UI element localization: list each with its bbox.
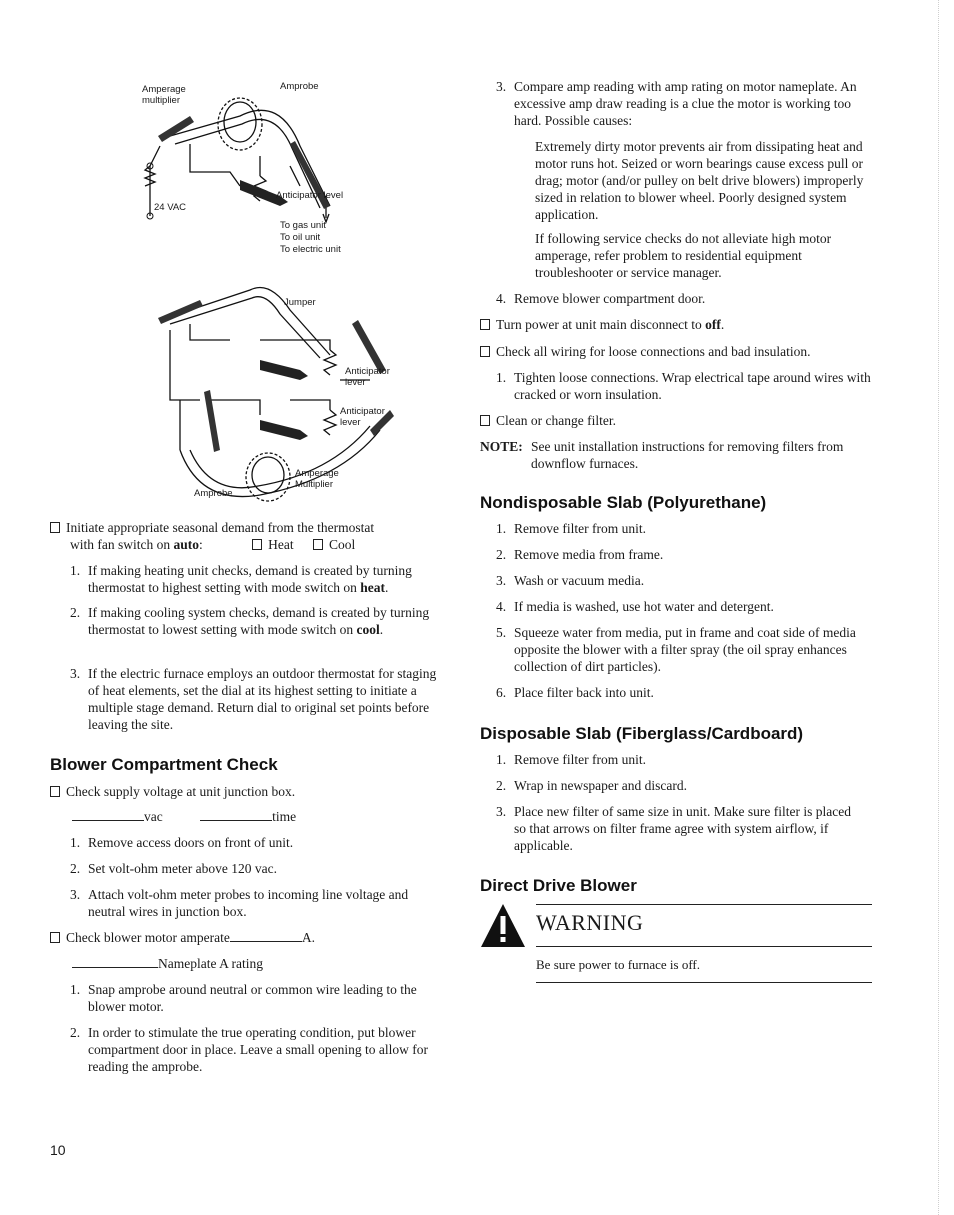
step-number: 3. bbox=[496, 573, 507, 588]
amprobe-label-2: Amprobe bbox=[194, 488, 233, 499]
warning-title: WARNING bbox=[536, 910, 644, 935]
vac-label: 24 VAC bbox=[154, 202, 187, 213]
colon: : bbox=[199, 537, 203, 552]
direct-drive-heading: Direct Drive Blower bbox=[480, 876, 637, 895]
step-number: 2. bbox=[70, 861, 81, 876]
step-text: Tighten loose connections. Wrap electrical tape around wires with cracked or worn insulation. bbox=[514, 370, 871, 402]
cool-label: Cool bbox=[329, 537, 356, 552]
turn-power-item bbox=[480, 316, 724, 333]
step-text-bold: cool bbox=[356, 622, 380, 637]
anticipator-level-label: Anticipator level bbox=[276, 190, 344, 201]
step-text: Compare amp reading with amp rating on motor nameplate. An excessive amp draw reading is a clue the motor is working too hard. Possible causes: bbox=[514, 79, 857, 128]
step-text-end: . bbox=[384, 580, 389, 595]
auto-bold: auto bbox=[173, 537, 200, 552]
step-text: Remove filter from unit. bbox=[514, 521, 646, 536]
jumper-label: Jumper bbox=[284, 297, 316, 308]
step-number: 5. bbox=[496, 625, 507, 640]
amp-unit: A. bbox=[301, 930, 315, 945]
amperage-blank[interactable] bbox=[230, 941, 302, 942]
amprobe-diagram-2 bbox=[140, 270, 400, 510]
step-text: Remove access doors on front of unit. bbox=[88, 835, 294, 850]
step-text: Place new filter of same size in unit. Make sure filter is placed so that arrows on filter frame agree with system airflow, if applicable. bbox=[514, 804, 852, 853]
amprobe-diagram-2-drawing bbox=[140, 270, 400, 510]
step-number: 2. bbox=[70, 1025, 81, 1040]
note-item bbox=[480, 438, 880, 471]
nondisposable-heading: Nondisposable Slab (Polyurethane) bbox=[480, 493, 767, 512]
step-text: Snap amprobe around neutral or common wire leading to the blower motor. bbox=[88, 982, 417, 1014]
step-number: 1. bbox=[70, 982, 81, 997]
note-label: NOTE: bbox=[480, 439, 523, 454]
step-text: Squeeze water from media, put in frame and coat side of media opposite the blower with a filter spray (the oil spray enhances collection of dirt particles). bbox=[514, 625, 856, 674]
step-text: Attach volt-ohm meter probes to incoming line voltage and neutral wires in junction box. bbox=[88, 887, 409, 919]
time-label: time bbox=[272, 809, 297, 824]
nameplate-line bbox=[72, 955, 263, 972]
check-wiring-item bbox=[480, 343, 811, 360]
clean-filter-text: Clean or change filter. bbox=[496, 413, 616, 428]
amperage-multiplier-label: Amperage multiplier bbox=[142, 84, 186, 106]
anticipator-lever-label-1: Anticipator lever bbox=[345, 366, 390, 388]
step-number: 2. bbox=[70, 605, 81, 620]
step-text: Remove filter from unit. bbox=[514, 752, 646, 767]
page-number: 10 bbox=[50, 1142, 66, 1158]
step-text: Wash or vacuum media. bbox=[514, 573, 645, 588]
step-text: If media is washed, use hot water and detergent. bbox=[514, 599, 774, 614]
step-number: 3. bbox=[496, 804, 507, 819]
check-wiring-text: Check all wiring for loose connections and bad insulation. bbox=[496, 344, 811, 359]
step-text-main: If making cooling system checks, demand is created by turning thermostat to lowest setting with mode switch on bbox=[88, 605, 430, 637]
amperage-multiplier-label-2: Amperage Multiplier bbox=[295, 468, 339, 490]
step-text-main: If making heating unit checks, demand is created by turning thermostat to highest setting with mode switch on bbox=[88, 563, 412, 595]
check-motor-item bbox=[50, 929, 315, 946]
step-text: Remove blower compartment door. bbox=[514, 291, 706, 306]
heat-option[interactable] bbox=[252, 537, 293, 552]
checkbox-icon[interactable] bbox=[50, 932, 60, 943]
off-bold: off bbox=[705, 317, 721, 332]
step-number: 3. bbox=[70, 666, 81, 681]
disposable-heading: Disposable Slab (Fiberglass/Cardboard) bbox=[480, 724, 804, 743]
step-text-bold: heat bbox=[360, 580, 385, 595]
warning-icon bbox=[480, 902, 526, 948]
checkbox-icon[interactable] bbox=[480, 346, 490, 357]
step-text: If the electric furnace employs an outdoor thermostat for staging of heat elements, set the dial at its highest setting to initiate a multiple stage demand. Return dial to original set points before leaving the site. bbox=[88, 666, 437, 732]
step-number: 2. bbox=[496, 778, 507, 793]
step-number: 6. bbox=[496, 685, 507, 700]
check-supply-item bbox=[50, 783, 295, 800]
warning-mid-rule bbox=[536, 946, 872, 947]
checkbox-icon[interactable] bbox=[313, 539, 323, 550]
vac-label: vac bbox=[144, 809, 163, 824]
step-text bbox=[88, 562, 448, 596]
step-text: Wrap in newspaper and discard. bbox=[514, 778, 688, 793]
step-number: 1. bbox=[70, 563, 81, 578]
check-supply-text: Check supply voltage at unit junction box. bbox=[66, 784, 296, 799]
cool-option[interactable] bbox=[313, 537, 355, 552]
vac-blank[interactable] bbox=[72, 820, 144, 821]
step-text bbox=[88, 604, 438, 638]
nameplate-blank[interactable] bbox=[72, 967, 158, 968]
step-number: 1. bbox=[496, 521, 507, 536]
step-number: 1. bbox=[70, 835, 81, 850]
warning-box bbox=[480, 902, 876, 992]
warning-top-rule bbox=[536, 904, 872, 905]
step-text: Set volt-ohm meter above 120 vac. bbox=[88, 861, 277, 876]
check-motor-text: Check blower motor amperate bbox=[66, 930, 230, 945]
causes-paragraph: Extremely dirty motor prevents air from dissipating heat and motor runs hot. Seized or worn bearings cause excess pull or drag; motor (and/or pulley on belt drive blowers) improperly sized in relation to blower wheel. Poorly designed system application. bbox=[535, 139, 864, 222]
step-number: 4. bbox=[496, 599, 507, 614]
step-number: 1. bbox=[496, 752, 507, 767]
step-number: 2. bbox=[496, 547, 507, 562]
period: . bbox=[720, 317, 725, 332]
initiate-text: Initiate appropriate seasonal demand from the thermostat bbox=[66, 520, 375, 535]
following-paragraph: If following service checks do not alleviate high motor amperage, refer problem to residential equipment troubleshooter or service manager. bbox=[535, 231, 832, 280]
vac-time-line bbox=[72, 808, 452, 825]
checkbox-icon[interactable] bbox=[252, 539, 262, 550]
page-edge bbox=[938, 0, 940, 1215]
step-text: Place filter back into unit. bbox=[514, 685, 654, 700]
to-gas-label: To gas unit bbox=[280, 220, 326, 231]
heat-label: Heat bbox=[268, 537, 294, 552]
warning-bottom-rule bbox=[536, 982, 872, 983]
step-text: In order to stimulate the true operating condition, put blower compartment door in place. Leave a small opening to allow for reading the amprobe. bbox=[88, 1025, 429, 1074]
note-text: See unit installation instructions for removing filters from downflow furnaces. bbox=[531, 439, 844, 471]
step-number: 1. bbox=[496, 370, 507, 385]
to-oil-label: To oil unit bbox=[280, 232, 321, 243]
step-text: Remove media from frame. bbox=[514, 547, 664, 562]
anticipator-lever-label-2: Anticipator lever bbox=[340, 406, 385, 428]
checkbox-icon[interactable] bbox=[50, 522, 60, 533]
turn-power-text: Turn power at unit main disconnect to bbox=[496, 317, 706, 332]
clean-filter-item bbox=[480, 412, 616, 429]
step-number: 4. bbox=[496, 291, 507, 306]
checkbox-icon[interactable] bbox=[480, 319, 490, 330]
checkbox-icon[interactable] bbox=[50, 786, 60, 797]
step-text-end: . bbox=[379, 622, 384, 637]
to-electric-label: To electric unit bbox=[280, 244, 341, 255]
step-number: 3. bbox=[70, 887, 81, 902]
blower-compartment-heading: Blower Compartment Check bbox=[50, 755, 278, 774]
initiate-text-2: with fan switch on bbox=[70, 537, 174, 552]
warning-text: Be sure power to furnace is off. bbox=[536, 957, 701, 972]
amprobe-diagram-1 bbox=[130, 76, 430, 256]
time-blank[interactable] bbox=[200, 820, 272, 821]
step-number: 3. bbox=[496, 79, 507, 94]
checkbox-icon[interactable] bbox=[480, 415, 490, 426]
amprobe-label: Amprobe bbox=[280, 81, 319, 92]
nameplate-label: Nameplate A rating bbox=[158, 956, 263, 971]
initiate-checkbox-item bbox=[50, 519, 450, 553]
